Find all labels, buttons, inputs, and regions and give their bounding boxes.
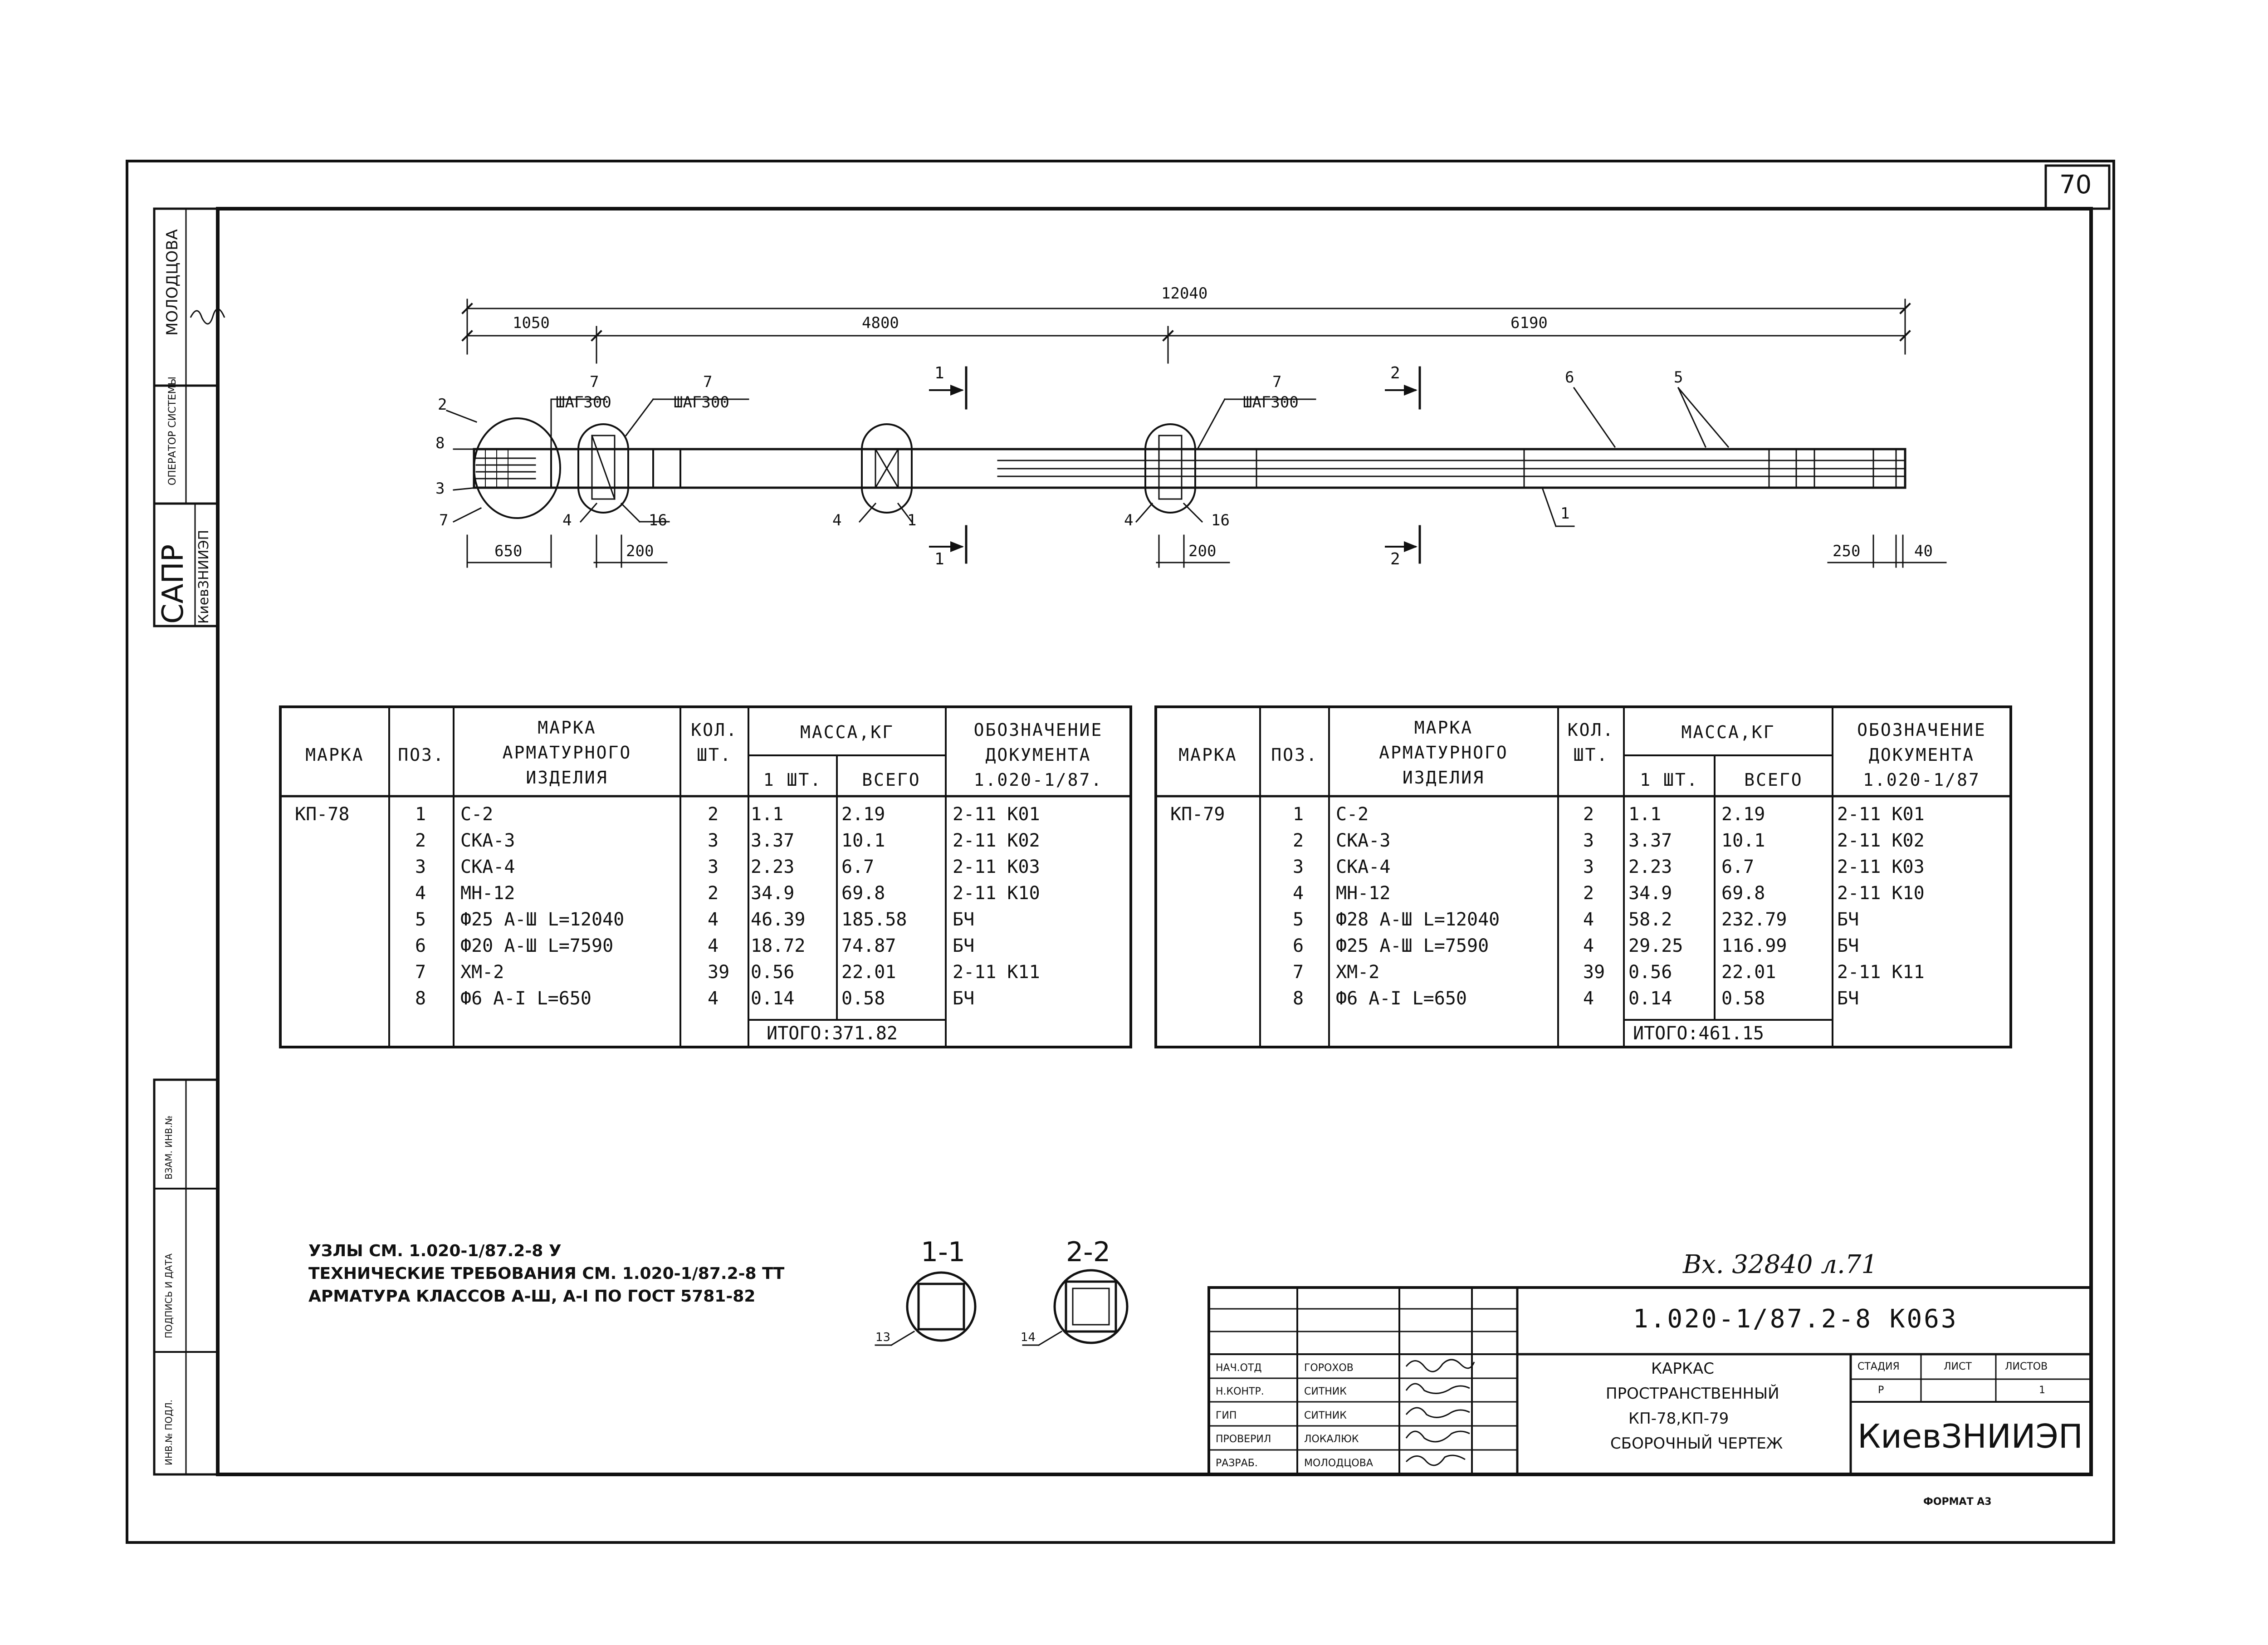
section-2-bottom: 2 <box>1390 550 1400 568</box>
row-left-izd: СКА-4 <box>460 857 515 877</box>
row-right-doc: 2-11 К02 <box>1837 830 1925 851</box>
row-left-izd: Ф20 А-Ш L=7590 <box>460 935 614 956</box>
th-m1: 1 ШТ. <box>763 770 822 790</box>
row-left-poz: 7 <box>415 962 426 983</box>
pos-16b: 16 <box>1211 511 1230 529</box>
pos-7d: 7 <box>1272 373 1282 391</box>
row-left-vsego: 69.8 <box>841 883 885 904</box>
th-kol-1-r: КОЛ. <box>1567 720 1615 740</box>
row-left-izd: Ф6 А-I L=650 <box>460 988 591 1009</box>
row-right-doc: 2-11 К11 <box>1837 962 1925 983</box>
th-kol-2: ШТ. <box>697 745 732 765</box>
table-mark-right: КП-79 <box>1170 804 1225 825</box>
dim-250: 250 <box>1833 542 1861 560</box>
row-right-doc: БЧ <box>1837 988 1859 1009</box>
stage-value: Р <box>1878 1385 1884 1396</box>
row-right-m1: 1.1 <box>1628 804 1662 825</box>
th-doc-code-r: 1.020-1/87 <box>1863 770 1980 790</box>
row-right-vsego: 116.99 <box>1721 935 1787 956</box>
row-left-izd: СКА-3 <box>460 830 515 851</box>
th-kol-2-r: ШТ. <box>1573 745 1609 765</box>
strip-name: МОЛОДЦОВА <box>163 229 181 336</box>
th-izd-1: МАРКА <box>538 718 596 738</box>
table-total-left: ИТОГО:371.82 <box>767 1023 898 1044</box>
pos-5: 5 <box>1674 368 1683 387</box>
dim-40: 40 <box>1914 542 1933 560</box>
row-left-poz: 1 <box>415 804 426 825</box>
pos-4b: 4 <box>832 511 842 529</box>
row-left-poz: 6 <box>415 935 426 956</box>
row-right-izd: Ф25 А-Ш L=7590 <box>1336 935 1489 956</box>
row-right-vsego: 0.58 <box>1721 988 1765 1009</box>
stage-header: СТАДИЯ <box>1857 1361 1900 1372</box>
row-right-izd: ХМ-2 <box>1336 962 1380 983</box>
row-left-poz: 2 <box>415 830 426 851</box>
step-label-2: ШАГ300 <box>674 393 729 411</box>
org-name: КиевЗНИИЭП <box>1857 1417 2083 1455</box>
row-right-vsego: 232.79 <box>1721 909 1787 930</box>
th-izd-1-r: МАРКА <box>1414 718 1473 738</box>
row-left-doc: 2-11 К03 <box>953 857 1040 877</box>
title-line-2: ПРОСТРАНСТВЕННЫЙ <box>1606 1385 1779 1403</box>
row-left-m1: 34.9 <box>751 883 795 904</box>
role-2: Н.КОНТР. <box>1216 1386 1264 1397</box>
row-right-vsego: 69.8 <box>1721 883 1765 904</box>
inbound-stamp: Вх. 32840 л.71 <box>1683 1250 1877 1279</box>
row-left-vsego: 6.7 <box>841 857 875 877</box>
row-right-vsego: 22.01 <box>1721 962 1776 983</box>
step-label-1: ШАГ300 <box>556 393 611 411</box>
strip-sapr: САПР <box>156 544 190 624</box>
row-left-doc: БЧ <box>953 988 975 1009</box>
pos-8: 8 <box>435 434 445 452</box>
row-right-m1: 34.9 <box>1628 883 1672 904</box>
th-doc-2: ДОКУМЕНТА <box>985 745 1091 765</box>
row-right-poz: 8 <box>1293 988 1304 1009</box>
note-1: УЗЛЫ СМ. 1.020-1/87.2-8 У <box>308 1242 562 1260</box>
row-right-poz: 6 <box>1293 935 1304 956</box>
row-right-doc: БЧ <box>1837 909 1859 930</box>
dim-200b: 200 <box>1188 542 1217 560</box>
pos-7c: 7 <box>703 373 713 391</box>
row-left-izd: МН-12 <box>460 883 515 904</box>
row-left-kol: 3 <box>708 857 719 877</box>
row-right-m1: 29.25 <box>1628 935 1683 956</box>
th-massa: МАССА,КГ <box>800 722 894 742</box>
title-line-4: СБОРОЧНЫЙ ЧЕРТЕЖ <box>1610 1434 1783 1453</box>
row-left-vsego: 0.58 <box>841 988 885 1009</box>
pos-1b: 1 <box>1560 504 1570 523</box>
row-left-m1: 0.14 <box>751 988 795 1009</box>
dim-650: 650 <box>494 542 523 560</box>
th-izd-2: АРМАТУРНОГО <box>502 743 632 763</box>
row-right-m1: 0.14 <box>1628 988 1672 1009</box>
row-left-izd: ХМ-2 <box>460 962 504 983</box>
section-2-top: 2 <box>1390 364 1400 382</box>
row-left-m1: 1.1 <box>751 804 784 825</box>
format-label: ФОРМАТ А3 <box>1923 1496 1992 1508</box>
row-right-kol: 39 <box>1583 962 1605 983</box>
strip-operator: ОПЕРАТОР СИСТЕМЫ <box>167 376 178 485</box>
row-left-m1: 46.39 <box>751 909 806 930</box>
title-line-1: КАРКАС <box>1651 1360 1715 1378</box>
strip-vzam: ВЗАМ. ИНВ.№ <box>163 1115 174 1180</box>
row-left-doc: 2-11 К10 <box>953 883 1040 904</box>
row-right-poz: 7 <box>1293 962 1304 983</box>
sheet-header: ЛИСТ <box>1944 1361 1972 1372</box>
th-poz-r: ПОЗ. <box>1271 745 1318 765</box>
sheets-value: 1 <box>2039 1385 2045 1396</box>
th-marka-r: МАРКА <box>1178 745 1237 765</box>
row-right-kol: 2 <box>1583 883 1594 904</box>
pos-16a: 16 <box>649 511 667 529</box>
section-1-top: 1 <box>934 364 944 382</box>
row-right-kol: 4 <box>1583 935 1594 956</box>
role-5: РАЗРАБ. <box>1216 1458 1258 1469</box>
name-3: СИТНИК <box>1304 1410 1347 1421</box>
row-right-kol: 4 <box>1583 988 1594 1009</box>
row-right-doc: БЧ <box>1837 935 1859 956</box>
row-right-poz: 2 <box>1293 830 1304 851</box>
row-left-doc: БЧ <box>953 935 975 956</box>
dim-200a: 200 <box>626 542 654 560</box>
th-m1-r: 1 ШТ. <box>1640 770 1699 790</box>
name-5: МОЛОДЦОВА <box>1304 1458 1373 1469</box>
pos-6: 6 <box>1565 368 1574 387</box>
th-izd-3: ИЗДЕЛИЯ <box>526 768 608 788</box>
section-2-pos: 14 <box>1021 1331 1036 1344</box>
role-1: НАЧ.ОТД <box>1216 1362 1262 1374</box>
row-left-kol: 39 <box>708 962 730 983</box>
section-1-pos: 13 <box>875 1331 891 1344</box>
th-vsego: ВСЕГО <box>862 770 921 790</box>
row-right-vsego: 2.19 <box>1721 804 1765 825</box>
row-right-doc: 2-11 К01 <box>1837 804 1925 825</box>
row-left-doc: 2-11 К11 <box>953 962 1040 983</box>
row-right-vsego: 6.7 <box>1721 857 1755 877</box>
dim-b: 4800 <box>862 314 899 332</box>
row-right-doc: 2-11 К03 <box>1837 857 1925 877</box>
row-right-doc: 2-11 К10 <box>1837 883 1925 904</box>
row-left-poz: 5 <box>415 909 426 930</box>
row-left-m1: 18.72 <box>751 935 806 956</box>
title-line-3: КП-78,КП-79 <box>1628 1410 1729 1428</box>
strip-org: КиевЗНИИЭП <box>196 529 212 624</box>
th-doc-1-r: ОБОЗНАЧЕНИЕ <box>1857 720 1986 740</box>
row-left-doc: 2-11 К01 <box>953 804 1040 825</box>
row-left-kol: 3 <box>708 830 719 851</box>
row-right-izd: С-2 <box>1336 804 1369 825</box>
name-4: ЛОКАЛЮК <box>1304 1434 1359 1445</box>
row-right-kol: 3 <box>1583 830 1594 851</box>
strip-podpis: ПОДПИСЬ И ДАТА <box>163 1253 174 1338</box>
row-left-poz: 4 <box>415 883 426 904</box>
row-left-vsego: 10.1 <box>841 830 885 851</box>
row-right-kol: 2 <box>1583 804 1594 825</box>
row-left-izd: Ф25 А-Ш L=12040 <box>460 909 625 930</box>
section-2-title: 2-2 <box>1066 1236 1110 1268</box>
pos-7b: 7 <box>590 373 599 391</box>
pos-7a: 7 <box>439 511 449 529</box>
doc-code: 1.020-1/87.2-8 К063 <box>1633 1304 1958 1334</box>
section-1-title: 1-1 <box>921 1236 965 1268</box>
th-vsego-r: ВСЕГО <box>1744 770 1803 790</box>
row-right-izd: СКА-4 <box>1336 857 1391 877</box>
name-2: СИТНИК <box>1304 1386 1347 1397</box>
row-left-kol: 4 <box>708 935 719 956</box>
row-left-poz: 8 <box>415 988 426 1009</box>
strip-inv: ИНВ.№ ПОДЛ. <box>163 1399 174 1465</box>
row-right-m1: 3.37 <box>1628 830 1672 851</box>
th-poz: ПОЗ. <box>398 745 445 765</box>
row-right-m1: 2.23 <box>1628 857 1672 877</box>
row-right-poz: 3 <box>1293 857 1304 877</box>
th-izd-3-r: ИЗДЕЛИЯ <box>1402 768 1485 788</box>
pos-2: 2 <box>438 396 447 414</box>
row-right-izd: СКА-3 <box>1336 830 1391 851</box>
step-label-3: ШАГ300 <box>1243 393 1299 411</box>
row-left-kol: 4 <box>708 909 719 930</box>
row-right-izd: Ф6 А-I L=650 <box>1336 988 1467 1009</box>
th-doc-code: 1.020-1/87. <box>973 770 1103 790</box>
row-left-poz: 3 <box>415 857 426 877</box>
row-left-vsego: 22.01 <box>841 962 896 983</box>
row-right-izd: МН-12 <box>1336 883 1391 904</box>
th-izd-2-r: АРМАТУРНОГО <box>1379 743 1508 763</box>
row-left-kol: 2 <box>708 883 719 904</box>
th-kol-1: КОЛ. <box>691 720 738 740</box>
row-left-doc: 2-11 К02 <box>953 830 1040 851</box>
role-4: ПРОВЕРИЛ <box>1216 1434 1271 1445</box>
row-right-kol: 3 <box>1583 857 1594 877</box>
row-left-doc: БЧ <box>953 909 975 930</box>
role-3: ГИП <box>1216 1410 1237 1421</box>
row-right-poz: 5 <box>1293 909 1304 930</box>
table-mark-left: КП-78 <box>295 804 350 825</box>
note-3: АРМАТУРА КЛАССОВ А-Ш, А-I ПО ГОСТ 5781-82 <box>308 1287 756 1306</box>
row-left-vsego: 2.19 <box>841 804 885 825</box>
row-left-m1: 0.56 <box>751 962 795 983</box>
pos-3: 3 <box>435 480 445 498</box>
row-right-kol: 4 <box>1583 909 1594 930</box>
row-left-vsego: 74.87 <box>841 935 896 956</box>
pos-1a: 1 <box>907 511 917 529</box>
row-left-kol: 2 <box>708 804 719 825</box>
sheet-number: 70 <box>2059 170 2092 200</box>
pos-4a: 4 <box>562 511 572 529</box>
dim-total: 12040 <box>1161 284 1208 303</box>
pos-4c: 4 <box>1124 511 1134 529</box>
row-left-izd: С-2 <box>460 804 494 825</box>
dim-a: 1050 <box>513 314 550 332</box>
th-massa-r: МАССА,КГ <box>1681 722 1775 742</box>
sheets-header: ЛИСТОВ <box>2005 1361 2048 1372</box>
row-right-m1: 58.2 <box>1628 909 1672 930</box>
name-1: ГОРОХОВ <box>1304 1362 1354 1374</box>
row-left-m1: 3.37 <box>751 830 795 851</box>
th-marka: МАРКА <box>305 745 364 765</box>
th-doc-1: ОБОЗНАЧЕНИЕ <box>973 720 1103 740</box>
row-right-izd: Ф28 А-Ш L=12040 <box>1336 909 1500 930</box>
section-1-bottom: 1 <box>934 550 944 568</box>
row-right-vsego: 10.1 <box>1721 830 1765 851</box>
th-doc-2-r: ДОКУМЕНТА <box>1869 745 1975 765</box>
row-left-kol: 4 <box>708 988 719 1009</box>
row-right-poz: 4 <box>1293 883 1304 904</box>
row-left-m1: 2.23 <box>751 857 795 877</box>
note-2: ТЕХНИЧЕСКИЕ ТРЕБОВАНИЯ СМ. 1.020-1/87.2-8 ТТ <box>308 1264 785 1283</box>
dim-c: 6190 <box>1510 314 1548 332</box>
row-left-vsego: 185.58 <box>841 909 907 930</box>
row-right-poz: 1 <box>1293 804 1304 825</box>
table-total-right: ИТОГО:461.15 <box>1633 1023 1764 1044</box>
row-right-m1: 0.56 <box>1628 962 1672 983</box>
